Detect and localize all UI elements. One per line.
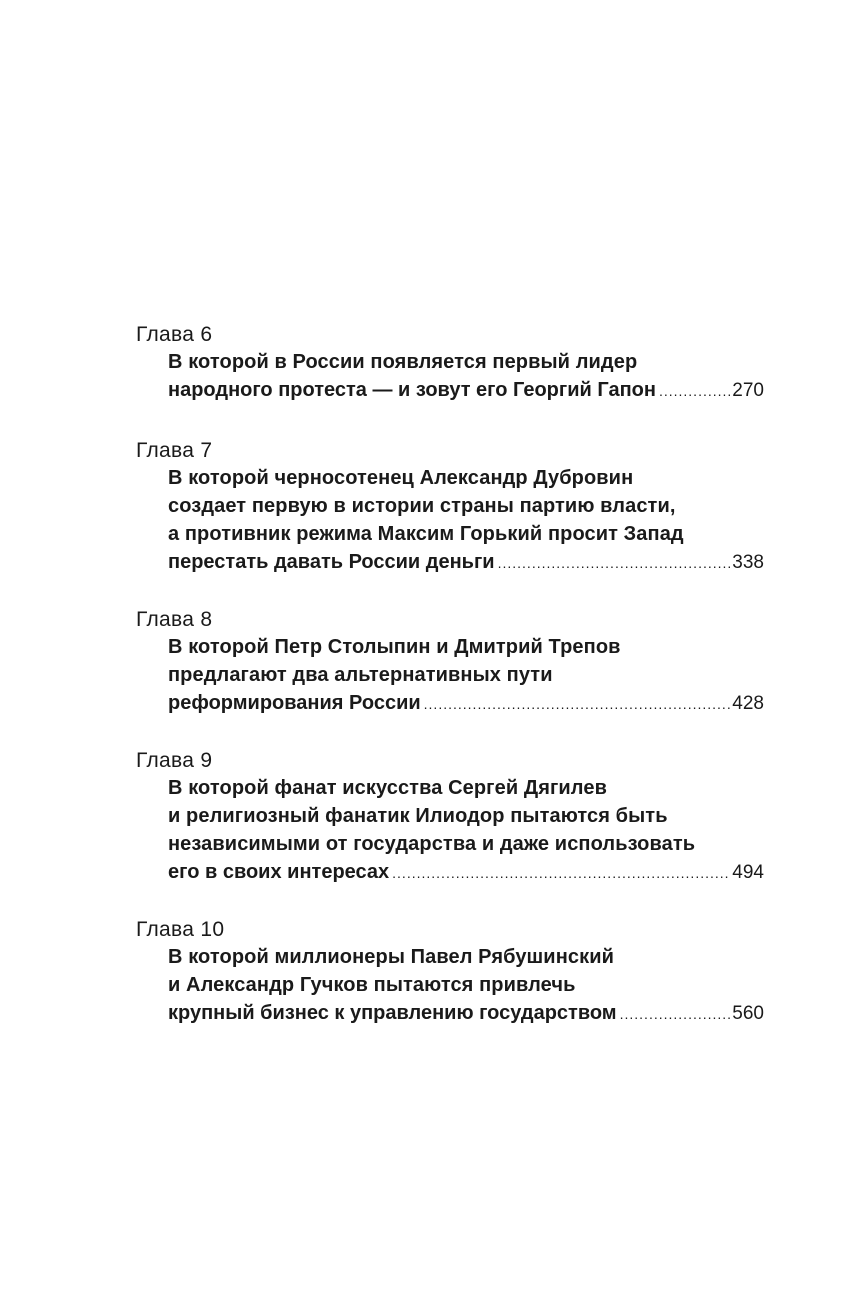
dot-leader [620,1000,731,1028]
chapter-description [168,464,764,576]
description-line: В которой Петр Столыпин и Дмитрий Трепов [168,636,621,658]
chapter-label: Глава 9 [136,749,213,772]
page-number: 338 [732,552,764,573]
description-line: В которой миллионеры Павел Рябушинский [168,946,615,968]
dot-leader [392,859,730,887]
dot-leader [659,377,730,405]
description-line: народного протеста — и зовут его Георгий Гапон [168,379,656,401]
description-line: независимыми от государства и даже использовать [168,833,696,855]
description-line: В которой в России появляется первый лидер [168,351,638,373]
chapter-description [168,774,764,886]
description-line: и религиозный фанатик Илиодор пытаются быть [168,805,668,827]
chapter-description [168,633,764,717]
dot-leader [424,690,731,718]
chapter-label: Глава 6 [136,323,213,346]
page-number: 428 [732,693,764,714]
chapter-label: Глава 10 [136,918,225,941]
description-line: его в своих интересах [168,861,390,883]
description-line: крупный бизнес к управлению государством [168,1002,617,1024]
page-number: 560 [732,1003,764,1024]
chapter-label: Глава 8 [136,608,213,631]
dot-leader [498,549,731,577]
chapter-label: Глава 7 [136,439,213,462]
description-line: а противник режима Максим Горький просит Запад [168,523,684,545]
toc-entry-line[interactable] [168,999,764,1027]
description-line: создает первую в истории страны партию власти, [168,495,676,517]
description-line: перестать давать России деньги [168,551,495,573]
page-number: 270 [732,380,764,401]
chapter-description [168,943,764,1027]
toc-entry-line[interactable] [168,689,764,717]
description-line: реформирования России [168,692,421,714]
description-line: и Александр Гучков пытаются привлечь [168,974,576,996]
toc-entry-line[interactable] [168,858,764,886]
page-number: 494 [732,862,764,883]
toc-entry-line[interactable] [168,548,764,576]
description-line: В которой черносотенец Александр Дубровин [168,467,634,489]
description-line: В которой фанат искусства Сергей Дягилев [168,777,607,799]
toc-entry-line[interactable] [168,376,764,404]
description-line: предлагают два альтернативных пути [168,664,553,686]
chapter-description [168,348,764,404]
